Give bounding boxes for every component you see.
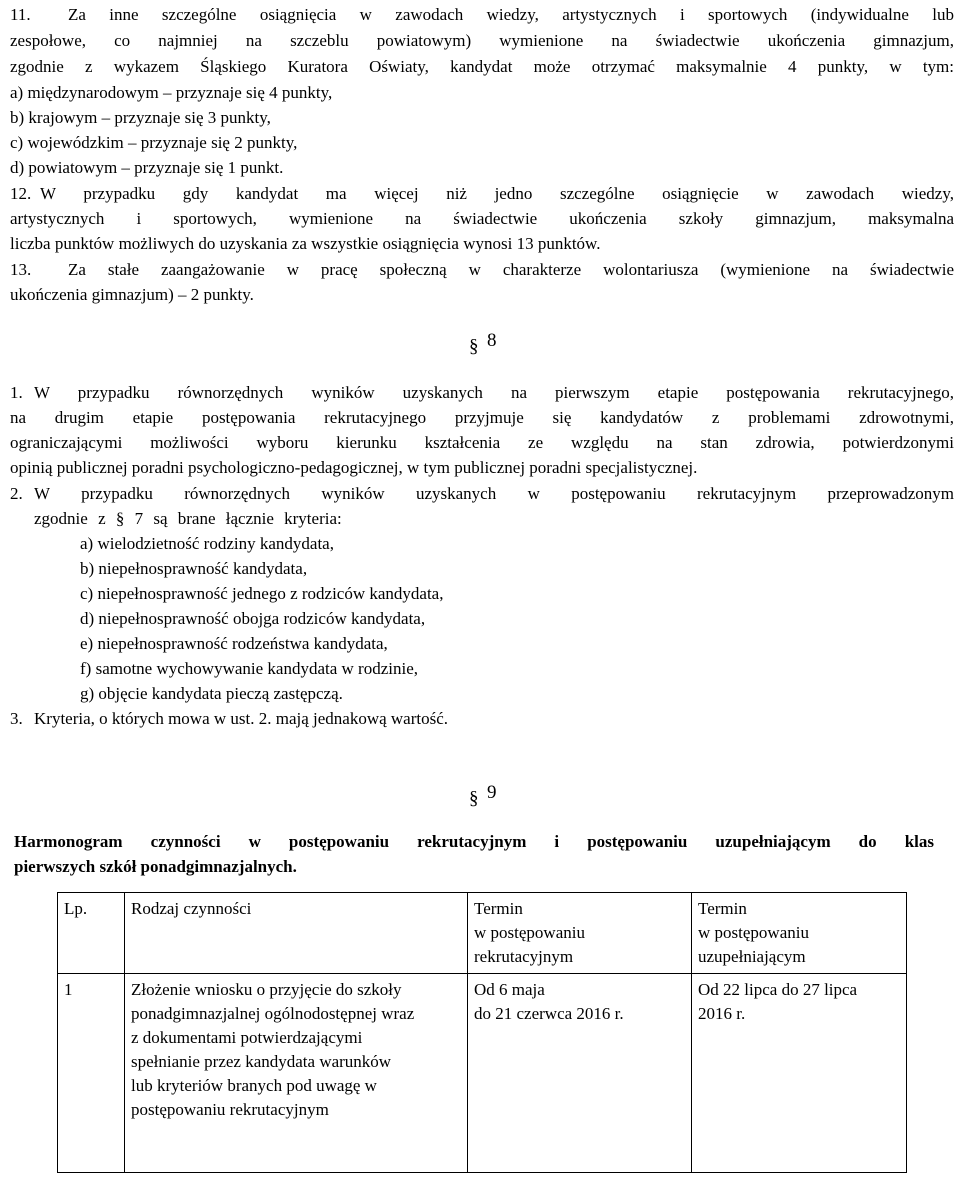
section-9-heading [469, 782, 509, 814]
item-13-line-1: Za stałe zaangażowanie w pracę społeczną w charakterze wolontariusza (wymienione na świadectwie [68, 260, 954, 279]
section-number: 9 [487, 782, 497, 803]
item-12-line-1: W przypadku gdy kandydat ma więcej niż jedno szczególne osiągnięcie w zawodach wiedzy, [40, 184, 954, 203]
s8-item-1-line-1: W przypadku równorzędnych wyników uzyskanych na pierwszym etapie postępowania rekrutacyjnego, [34, 383, 954, 402]
criterion-e: e) niepełnosprawność rodzeństwa kandydata, [80, 634, 388, 653]
criterion-g: g) objęcie kandydata pieczą zastępczą. [80, 684, 343, 703]
s8-item-1-line-2: na drugim etapie postępowania rekrutacyjnego przyjmuje się kandydatów z problemami zdrowotnymi, [10, 408, 954, 427]
item-label: 3. [10, 709, 23, 728]
item-label: 12. [10, 184, 32, 203]
item-11-line-1: Za inne szczególne osiągnięcia w zawodach wiedzy, artystycznych i sportowych (indywidualne lub [68, 5, 954, 24]
s8-item-3-line-1: Kryteria, o których mowa w ust. 2. mają jednakową wartość. [34, 709, 449, 728]
item-label: 1. [10, 383, 23, 402]
s8-item-2-line-2: zgodnie z § 7 są brane łącznie kryteria: [34, 509, 342, 528]
item-12-line-2: artystycznych i sportowych, wymienione na świadectwie ukończenia szkoły gimnazjum, maksymalna [10, 209, 954, 228]
header-rodzaj: Rodzaj czynności [125, 893, 468, 974]
table-row [58, 974, 907, 1173]
s8-item-2-line-1: W przypadku równorzędnych wyników uzyskanych w postępowaniu rekrutacyjnym przeprowadzonym [34, 484, 954, 503]
header-termin-uzupelniajacy: Termin w postępowaniu uzupełniającym [692, 893, 907, 974]
header-termin-rekrutacyjny: Termin w postępowaniu rekrutacyjnym [468, 893, 692, 974]
section-symbol: § [469, 788, 479, 809]
item-label: 11. [10, 5, 31, 24]
cell-termin-rekrutacyjny: Od 6 maja do 21 czerwca 2016 r. [468, 974, 692, 1173]
item-11-line-2: zespołowe, co najmniej na szczeblu powiatowym) wymienione na świadectwie ukończenia gimnazjum, [10, 31, 954, 50]
section-8-heading [469, 330, 509, 362]
subitem-b: b) krajowym – przyznaje się 3 punkty, [10, 108, 271, 127]
cell-termin-uzupelniajacy: Od 22 lipca do 27 lipca 2016 r. [692, 974, 907, 1173]
section-symbol: § [469, 336, 479, 357]
criterion-f: f) samotne wychowywanie kandydata w rodzinie, [80, 659, 418, 678]
harmonogram-table [57, 892, 907, 1173]
section-number: 8 [487, 330, 497, 351]
harmonogram-title-line-2: pierwszych szkół ponadgimnazjalnych. [14, 857, 297, 876]
item-11-line-3: zgodnie z wykazem Śląskiego Kuratora Oświaty, kandydat może otrzymać maksymalnie 4 punkty, w tym: [10, 57, 954, 76]
item-12-line-3: liczba punktów możliwych do uzyskania za wszystkie osiągnięcia wynosi 13 punktów. [10, 234, 601, 253]
subitem-c: c) wojewódzkim – przyznaje się 2 punkty, [10, 133, 298, 152]
subitem-a: a) międzynarodowym – przyznaje się 4 punkty, [10, 83, 333, 102]
criterion-a: a) wielodzietność rodziny kandydata, [80, 534, 334, 553]
table-header-row [58, 893, 907, 974]
criterion-d: d) niepełnosprawność obojga rodziców kandydata, [80, 609, 426, 628]
item-label: 13. [10, 260, 32, 279]
criterion-c: c) niepełnosprawność jednego z rodziców kandydata, [80, 584, 444, 603]
item-label: 2. [10, 484, 23, 503]
cell-rodzaj: Złożenie wniosku o przyjęcie do szkoły ponadgimnazjalnej ogólnodostępnej wraz z dokumentami potwierdzającymi spełnianie przez kandydata warunków lub kryteriów branych pod uwagę w postępowaniu rekrutacyjnym [125, 974, 468, 1173]
s8-item-1-line-4: opinią publicznej poradni psychologiczno-pedagogicznej, w tym publicznej poradni specjalistycznej. [10, 458, 698, 477]
s8-item-1-line-3: ograniczającymi możliwości wyboru kierunku kształcenia ze względu na stan zdrowia, potwierdzonymi [10, 433, 954, 452]
harmonogram-title-line-1: Harmonogram czynności w postępowaniu rekrutacyjnym i postępowaniu uzupełniającym do klas [14, 832, 934, 851]
header-lp: Lp. [58, 893, 125, 974]
item-13-line-2: ukończenia gimnazjum) – 2 punkty. [10, 285, 254, 304]
criterion-b: b) niepełnosprawność kandydata, [80, 559, 308, 578]
cell-lp: 1 [58, 974, 125, 1173]
subitem-d: d) powiatowym – przyznaje się 1 punkt. [10, 158, 284, 177]
